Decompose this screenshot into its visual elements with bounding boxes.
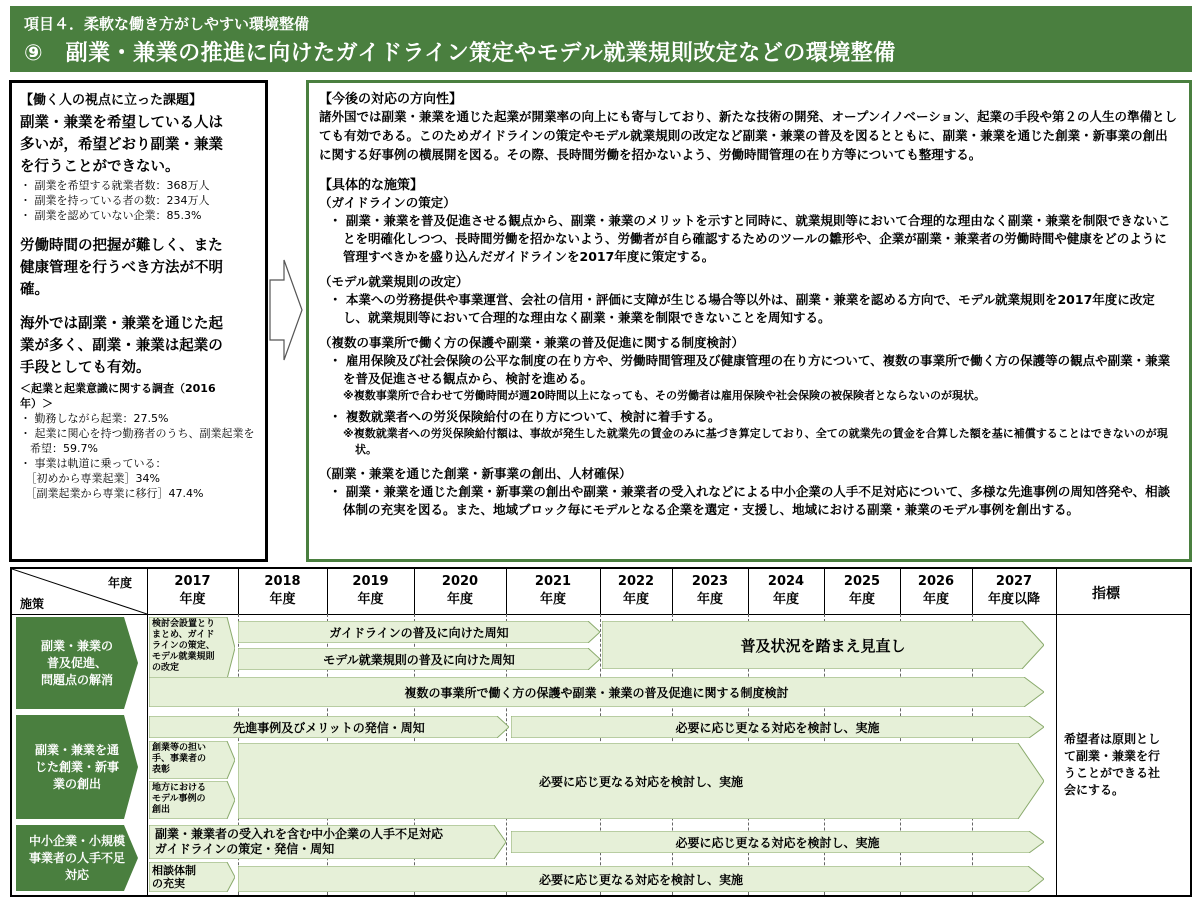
bar-best-practice: 先進事例及びメリットの発信・周知 bbox=[149, 716, 509, 738]
bar-model-rules-promotion: モデル就業規則の普及に向けた周知 bbox=[238, 648, 600, 670]
category-promotion: 副業・兼業の 普及促進、 問題点の解消 bbox=[16, 617, 138, 709]
measure-category-guideline: （ガイドラインの策定） bbox=[319, 195, 456, 210]
issue-2-line: 労働時間の把握が難しく、また bbox=[20, 238, 223, 254]
issue-2 bbox=[20, 235, 257, 301]
bar-further-action-4: 必要に応じ更なる対応を検討し、実施 bbox=[238, 866, 1044, 892]
survey-title-line: ＜起業と起業意識に関する調査（2016 bbox=[20, 382, 216, 395]
page-title: ⑨ 副業・兼業の推進に向けたガイドライン策定やモデル就業規則改定などの環境整備 bbox=[24, 41, 896, 66]
direction-text: 諸外国では副業・兼業を通じた起業が開業率の向上にも寄与しており、新たな技術の開発、オープンイノベーション、起業の手段や第２の人生の準備としても有効である。このためガイドラインの策定やモデル就業規則の改定など副業・兼業の普及を図るとともに、副業・兼業を通じた創業・新事業の創出に関する好事例の横展開を図る。その際、長時間労働を招かないよう、労働時間管理の在り方等についても整理する。 bbox=[319, 109, 1178, 162]
year-header-2019: 2019 年度 bbox=[352, 574, 389, 607]
year-header-2020: 2020 年度 bbox=[441, 574, 479, 607]
year-header-2018: 2018 年度 bbox=[264, 574, 301, 607]
stat-item: ・ 副業を希望する就業者数：368万人 bbox=[20, 179, 210, 192]
header-year-label: 年度 bbox=[108, 576, 133, 590]
year-header-2017: 2017 年度 bbox=[174, 574, 211, 607]
measure-note: ※複数事業所で合わせて労働時間が週20時間以上になっても、その労働者は雇用保険や社会保険の被保険者とならないのが現状。 bbox=[343, 389, 985, 402]
indicator-text: 希望者は原則とし て副業・兼業を行 うことができる社 会にする。 bbox=[1064, 732, 1161, 797]
bar-further-action-2: 必要に応じ更なる対応を検討し、実施 bbox=[238, 743, 1044, 819]
survey-title bbox=[20, 381, 257, 411]
mini-box-award: 創業等の担い 手、事業者の 表彰 bbox=[149, 741, 235, 779]
stat-item: ［初めから専業起業］34% bbox=[20, 472, 160, 485]
bar-further-action-3: 必要に応じ更なる対応を検討し、実施 bbox=[511, 831, 1044, 853]
issues-box bbox=[9, 80, 268, 562]
direction-heading: 【今後の対応の方向性】 bbox=[319, 92, 463, 107]
measure-text: ・ 本業への労務提供や事業運営、会社の信用・評価に支障が生じる場合等以外は、副業・兼業を認める方向で、モデル就業規則を2017年度に改定し、就業規則等において合理的な理由なく副業・兼業を制限できないことを周知する。 bbox=[329, 292, 1155, 325]
issue-3-line: 海外では副業・兼業を通じた起 bbox=[20, 316, 223, 332]
category-startup: 副業・兼業を通 じた創業・新事 業の創出 bbox=[16, 715, 138, 819]
header-indicator-label: 指標 bbox=[1092, 586, 1120, 602]
survey-stats bbox=[20, 411, 257, 501]
bar-further-action-1: 必要に応じ更なる対応を検討し、実施 bbox=[511, 716, 1044, 738]
issue-1 bbox=[20, 112, 257, 178]
year-header-2023: 2023 年度 bbox=[691, 574, 729, 607]
measure-text: ・ 複数就業者への労災保険給付の在り方について、検討に着手する。 bbox=[329, 409, 721, 424]
issue-3-line: 手段としても有効。 bbox=[20, 360, 151, 376]
year-header-2022: 2022 年度 bbox=[617, 574, 655, 607]
measure-text: ・ 雇用保険及び社会保険の公平な制度の在り方や、労働時間管理及び健康管理の在り方について、複数の事業所で働く方の保護等の観点や副業・兼業を普及促進させる観点から、検討を進める。 bbox=[329, 353, 1171, 386]
year-header-2021: 2021 年度 bbox=[534, 574, 572, 607]
roadmap-table bbox=[10, 567, 1192, 897]
mini-box-guideline-2017: 検討会設置とり まとめ、ガイド ラインの策定、 モデル就業規則 の改定 bbox=[149, 617, 235, 679]
survey-title-line: 年）＞ bbox=[20, 397, 53, 410]
item-subtitle: 項目４．柔軟な働き方がしやすい環境整備 bbox=[24, 15, 310, 33]
bar-sme-guideline: 副業・兼業者の受入れを含む中小企業の人手不足対応 ガイドラインの策定・発信・周知 bbox=[149, 825, 506, 859]
measures-heading: 【具体的な施策】 bbox=[319, 178, 424, 193]
measure-text: ・ 副業・兼業を通じた創業・新事業の創出や副業・兼業者の受入れなどによる中小企業の人手不足対応について、多様な先進事例の周知啓発や、相談体制の充実を図る。また、地域ブロック毎にモデルとなる企業を選定・支援し、地域における副業・兼業のモデル事例を創出する。 bbox=[329, 484, 1171, 517]
measure-category-startup: （副業・兼業を通じた創業・新事業の創出、人材確保） bbox=[319, 466, 632, 481]
issue-3 bbox=[20, 313, 257, 379]
issues-heading: 【働く人の視点に立った課題】 bbox=[20, 93, 203, 108]
issue-1-line: 副業・兼業を希望している人は bbox=[20, 115, 223, 131]
stat-item: ・ 副業を認めていない企業：85.3% bbox=[20, 209, 202, 222]
right-arrow-icon bbox=[268, 258, 304, 362]
measure-category-model-rules: （モデル就業規則の改定） bbox=[319, 274, 469, 289]
measure-note: ※複数就業者への労災保険給付額は、事故が発生した就業先の賃金のみに基づき算定しており、全ての就業先の賃金を合算した額を基に補償することはできないのが現状。 bbox=[343, 427, 1168, 456]
category-sme: 中小企業・小規模 事業者の人手不足 対応 bbox=[16, 825, 138, 891]
issue-1-line: を行うことができない。 bbox=[20, 159, 180, 175]
year-header-2024: 2024 年度 bbox=[767, 574, 805, 607]
issue-1-stats bbox=[20, 178, 257, 223]
issue-2-line: 確。 bbox=[20, 282, 49, 298]
year-header-2025: 2025 年度 bbox=[843, 574, 881, 607]
stat-item: ［副業起業から専業に移行］47.4% bbox=[20, 487, 204, 500]
year-header-2027: 2027 年度以降 bbox=[987, 574, 1040, 607]
stat-item: ・ 勤務しながら起業：27.5% bbox=[20, 412, 169, 425]
mini-box-consultation: 相談体制 の充実 bbox=[149, 862, 235, 892]
issue-1-line: 多いが，希望どおり副業・兼業 bbox=[20, 137, 223, 153]
measure-category-system: （複数の事業所で働く方の保護や副業・兼業の普及促進に関する制度検討） bbox=[319, 335, 745, 350]
stat-item: ・ 事業は軌道に乗っている： bbox=[20, 457, 167, 470]
header-measure-label: 施策 bbox=[20, 597, 45, 611]
stat-item: ・ 副業を持っている者の数：234万人 bbox=[20, 194, 210, 207]
header-banner bbox=[10, 6, 1192, 72]
policy-box bbox=[306, 80, 1192, 562]
stat-item: ・ 起業に関心を持つ勤務者のうち、副業起業を希望：59.7% bbox=[20, 427, 255, 455]
year-header-2026: 2026 年度 bbox=[917, 574, 955, 607]
issue-2-line: 健康管理を行うべき方法が不明 bbox=[20, 260, 223, 276]
bar-system-review: 複数の事業所で働く方の保護や副業・兼業の普及促進に関する制度検討 bbox=[149, 677, 1044, 707]
mini-box-local-model: 地方における モデル事例の 創出 bbox=[149, 781, 235, 819]
measure-text: ・ 副業・兼業を普及促進させる観点から、副業・兼業のメリットを示すと同時に、就業規則等において合理的な理由なく副業・兼業を制限できないことを明確化しつつ、長時間労働を招かないよう、労働者が自ら確認するためのツールの雛形や、企業が副業・兼業者の労働時間や健康をどのように管理すべきかを盛り込んだガイドラインを2017年度に策定する。 bbox=[329, 213, 1171, 264]
bar-review: 普及状況を踏まえ見直し bbox=[602, 621, 1044, 669]
issue-3-line: 業が多く、副業・兼業は起業の bbox=[20, 338, 223, 354]
bar-guideline-promotion: ガイドラインの普及に向けた周知 bbox=[238, 621, 600, 643]
